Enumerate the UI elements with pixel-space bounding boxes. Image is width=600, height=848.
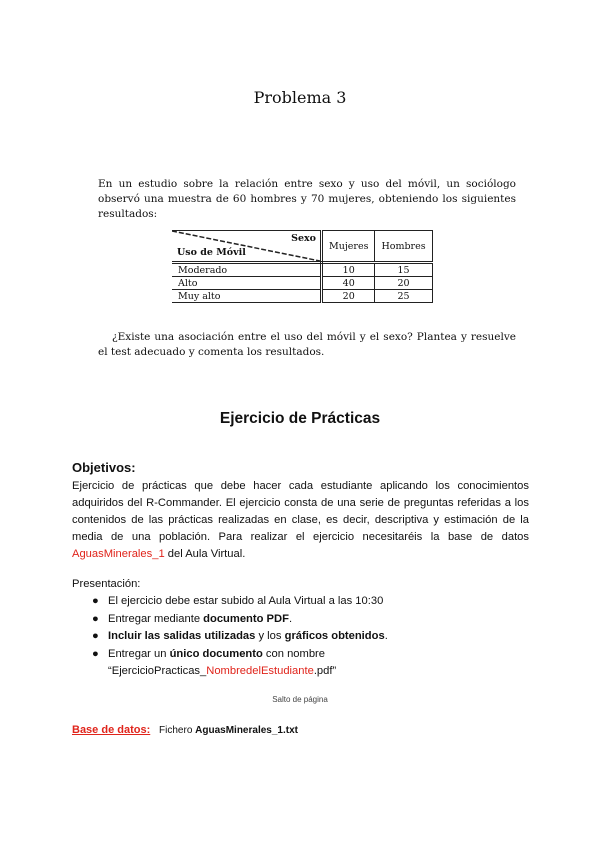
list-item-text: con nombre	[262, 647, 325, 660]
table-corner-cell	[172, 231, 322, 263]
list-item-bold: gráficos obtenidos	[284, 630, 385, 642]
table-cell: 40	[322, 277, 375, 290]
bullet-icon: ●	[92, 612, 99, 625]
table-cell: 25	[375, 290, 432, 303]
database-text: Fichero	[159, 725, 196, 736]
row-label: Moderado	[172, 263, 322, 277]
table-cell: 15	[375, 263, 432, 277]
table-cell: 20	[375, 277, 432, 290]
table-header-row	[172, 231, 432, 263]
database-label: Base de datos:	[72, 724, 151, 736]
list-item-text: .	[288, 612, 293, 625]
column-header: Mujeres	[322, 231, 375, 263]
filename-text: .pdf”	[313, 664, 337, 677]
dataset-name: AguasMinerales_1	[72, 548, 165, 560]
table-row	[172, 277, 432, 290]
bullet-icon: ●	[92, 647, 99, 660]
table-row	[172, 263, 432, 277]
table-cell: 20	[322, 290, 375, 303]
list-item-bold: único documento	[169, 647, 263, 660]
table-row	[172, 290, 432, 303]
list-item-text: .	[384, 630, 388, 642]
objectives-text-part: del Aula Virtual.	[164, 548, 246, 560]
bullet-icon: ●	[92, 595, 99, 607]
list-item-text: Entregar un	[108, 647, 170, 660]
problem-question-text: ¿Existe una asociación entre el uso del móvil y el sexo? Plantea y resuelve el test adecuado y comenta los resultados.	[98, 331, 516, 358]
problem-title: Problema 3	[253, 88, 347, 107]
bullet-icon: ●	[92, 630, 99, 642]
row-label: Muy alto	[172, 290, 322, 303]
presentation-list	[92, 593, 528, 680]
list-item-bold: documento PDF	[203, 612, 289, 625]
list-item	[92, 611, 528, 628]
row-label: Alto	[172, 277, 322, 290]
database-line	[72, 724, 298, 736]
exercise-title: Ejercicio de Prácticas	[219, 410, 381, 427]
list-item	[92, 593, 528, 610]
filename-text: “EjercicioPracticas_	[108, 664, 207, 677]
list-item-text: El ejercicio debe estar subido al Aula Virtual a las 10:30	[108, 595, 384, 607]
database-filename: AguasMinerales_1.txt	[195, 725, 298, 736]
contingency-table	[172, 230, 433, 303]
objectives-heading: Objetivos:	[72, 460, 136, 475]
list-item-bold: Incluir las salidas utilizadas	[108, 630, 256, 642]
list-item	[92, 646, 528, 680]
presentation-heading: Presentación:	[72, 578, 141, 590]
column-header: Hombres	[375, 231, 432, 263]
corner-label-uso: Uso de Móvil	[177, 247, 246, 258]
objectives-paragraph	[72, 478, 529, 563]
list-item-text: Entregar mediante	[108, 612, 204, 625]
objectives-text-part: Ejercicio de prácticas que debe hacer cada estudiante aplicando los conocimientos adquiridos del R-Commander. El ejercicio consta de una serie de preguntas referidas a los contenidos de las prácticas realizadas en clase, es decir, descriptiva y estimación de la media de una población. Para realizar el ejercicio necesitaréis la base de datos	[72, 480, 529, 543]
problem-intro-text: En un estudio sobre la relación entre sexo y uso del móvil, un sociólogo observó una muestra de 60 hombres y 70 mujeres, obteniendo los siguientes resultados:	[98, 178, 516, 220]
table-cell: 10	[322, 263, 375, 277]
corner-label-sexo: Sexo	[291, 233, 316, 244]
list-item	[92, 628, 528, 645]
list-item-text: y los	[255, 630, 285, 642]
filename-student-name: NombredelEstudiante	[206, 664, 314, 677]
page-break-marker: Salto de página	[272, 695, 328, 704]
